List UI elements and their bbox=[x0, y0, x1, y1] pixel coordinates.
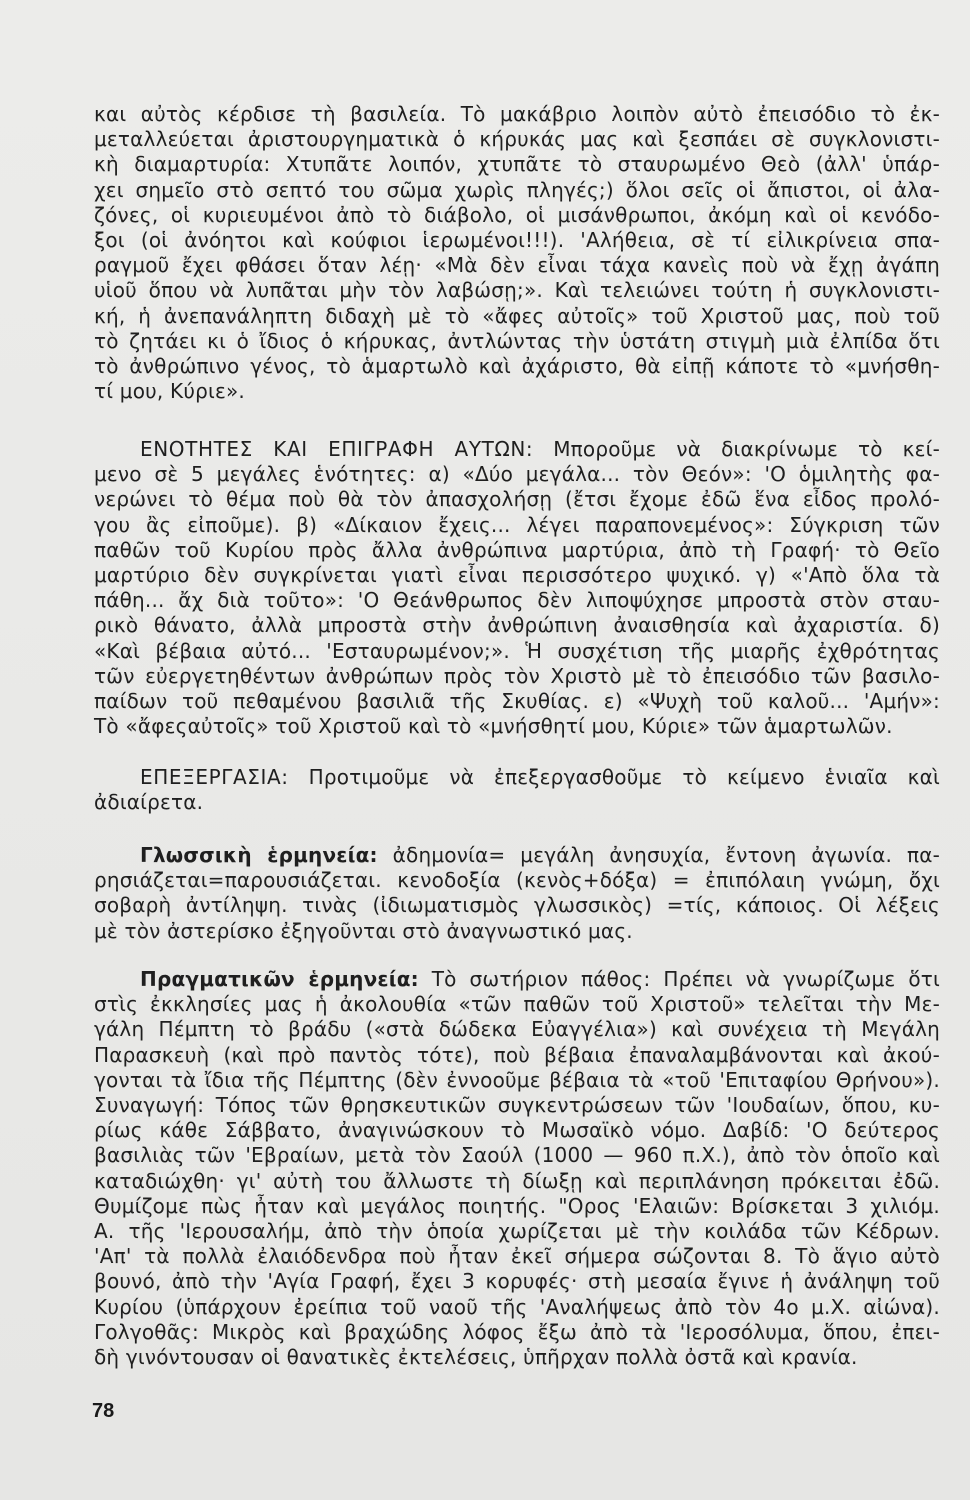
text-line: νερώνει τὸ θέμα ποὺ θὰ τὸν ἀπασχολήσῃ (ἔτσι ἔχομε ἐδῶ ἕνα εἶδος προλό- bbox=[94, 487, 940, 512]
text-line: Παρασκευὴ (καὶ πρὸ παντὸς τότε), ποὺ βέβαια ἐπαναλαμβάνονται καὶ ἀκού- bbox=[94, 1042, 940, 1067]
text-line: μὲ τὸν ἀστερίσκο ἐξηγοῦνται στὸ ἀναγνωστικό μας. bbox=[94, 918, 633, 943]
text-line: γονται τὰ ἴδια τῆς Πέμπτης (δὲν ἐννοοῦμε βέβαια τὰ «τοῦ 'Επιταφίου Θρήνου»). bbox=[94, 1067, 940, 1092]
text-line: τὸ ἀνθρώπινο γένος, τὸ ἁμαρτωλὸ καὶ ἀχάριστο, θὰ εἰπῇ κάποτε τὸ «μνήσθη- bbox=[94, 354, 940, 379]
text-line: ἀδιαίρετα. bbox=[94, 790, 204, 815]
text-line: ξοι (οἱ ἀνόητοι καὶ κούφιοι ἱερωμένοι!!!). 'Αλήθεια, σὲ τί εἰλικρίνεια σπα- bbox=[94, 228, 940, 253]
text-line: παθῶν τοῦ Κυρίου πρὸς ἄλλα ἀνθρώπινα μαρτύρια, ἀπὸ τὴ Γραφή· τὸ Θεῖο bbox=[94, 537, 940, 562]
text-line: μεταλλεύεται ἀριστουργηματικὰ ὁ κήρυκάς μας καὶ ξεσπάει σὲ συγκλονιστι- bbox=[94, 127, 940, 152]
text-line: στὶς ἐκκλησίες μας ἡ ἀκολουθία «τῶν παθῶν τοῦ Χριστοῦ» τελεῖται τὴν Με- bbox=[94, 992, 940, 1017]
section-heading: Πραγματικῶν ἑρμηνεία: bbox=[140, 967, 419, 991]
text-line: και αὐτὸς κέρδισε τὴ βασιλεία. Τὸ μακάβριο λοιπὸν αὐτὸ ἐπεισόδιο τὸ ἐκ- bbox=[94, 102, 940, 126]
section-first-line bbox=[94, 967, 940, 992]
text-line: κὴ διαμαρτυρία: Χτυπᾶτε λοιπόν, χτυπᾶτε τὸ σταυρωμένο Θεὸ (ἀλλ' ὑπάρ- bbox=[94, 152, 940, 177]
section-enotites bbox=[94, 437, 940, 739]
text-line: ρικὸ θάνατο, ἀλλὰ μπροστὰ στὴν ἀνθρώπινη ἀναισθησία καὶ ἀχαριστία. δ) bbox=[94, 613, 940, 638]
section-heading: Γλωσσικὴ ἑρμηνεία: bbox=[140, 843, 378, 867]
text-line: βουνό, ἀπὸ τὴν 'Αγία Γραφή, ἔχει 3 κορυφές· στὴ μεσαία ἔγινε ἡ ἀνάληψη τοῦ bbox=[94, 1269, 940, 1294]
text-line: ραγμοῦ ἔχει φθάσει ὅταν λέῃ· «Μὰ δὲν εἶναι τάχα κανεὶς ποὺ νὰ ἔχῃ ἀγάπη bbox=[94, 253, 940, 278]
text-line: 'Απ' τὰ πολλὰ ἐλαιόδενδρα ποὺ ἦταν ἐκεῖ σήμερα σώζονται 8. Τὸ ἅγιο αὐτὸ bbox=[94, 1244, 940, 1269]
section-first-line bbox=[94, 765, 940, 790]
intro-paragraph bbox=[94, 102, 940, 404]
section-pragmatikon bbox=[94, 967, 940, 1370]
text-line: μενο σὲ 5 μεγάλες ἑνότητες: α) «Δύο μεγάλα... τὸν Θεόν»: 'Ο ὁμιλητὴς φα- bbox=[94, 462, 940, 487]
text-line: μαρτύριο δὲν συγκρίνεται γιατὶ εἶναι περισσότερο ψυχικό. γ) «'Απὸ ὅλα τὰ bbox=[94, 563, 940, 588]
text-line: δὴ γινόντουσαν οἱ θανατικὲς ἐκτελέσεις, ὑπῆρχαν πολλὰ ὀστᾶ καὶ κρανία. bbox=[94, 1345, 858, 1370]
section-heading: ΕΝΟΤΗΤΕΣ ΚΑΙ ΕΠΙΓΡΑΦΗ ΑΥΤΩΝ: bbox=[140, 437, 534, 461]
text-run: Προτιμοῦμε νὰ ἐπεξεργασθοῦμε τὸ κείμενο ἑνιαῖα καὶ bbox=[288, 765, 940, 789]
text-line: Α. τῆς 'Ιερουσαλήμ, ἀπὸ τὴν ὁποία χωρίζεται μὲ τὴν κοιλάδα τῶν Κέδρων. bbox=[94, 1219, 940, 1244]
text-line: Κυρίου (ὑπάρχουν ἐρείπια τοῦ ναοῦ τῆς 'Αναλήψεως ἀπὸ τὸν 4ο μ.Χ. αἰώνα). bbox=[94, 1294, 940, 1319]
text-run: ἀδημονία= μεγάλη ἀνησυχία, ἔντονη ἀγωνία. πα- bbox=[377, 843, 940, 867]
text-line: τῶν εὐεργετηθέντων ἀνθρώπων πρὸς τὸν Χριστὸ μὲ τὸ ἐπεισόδιο τῶν βασιλο- bbox=[94, 663, 940, 688]
text-line: ρίως κάθε Σάββατο, ἀναγινώσκουν τὸ Μωσαϊκὸ νόμο. Δαβίδ: 'Ο δεύτερος bbox=[94, 1118, 940, 1143]
text-run: Τὸ σωτήριον πάθος: Πρέπει νὰ γνωρίζωμε ὅτι bbox=[418, 967, 940, 991]
section-first-line bbox=[94, 437, 940, 462]
text-line: γου ἂς εἰποῦμε). β) «Δίκαιον ἔχεις... λέγει παραπονεμένος»: Σύγκριση τῶν bbox=[94, 512, 940, 537]
text-line: ρησιάζεται=παρουσιάζεται. κενοδοξία (κενὸς+δόξα) = ἐπιπόλαιη γνώμη, ὄχι bbox=[94, 868, 940, 893]
page-number: 78 bbox=[92, 1400, 115, 1422]
text-line: παίδων τοῦ πεθαμένου βασιλιᾶ τῆς Σκυθίας. ε) «Ψυχὴ τοῦ καλοῦ... 'Αμήν»: bbox=[94, 689, 940, 714]
text-line: τὸ ζητάει κι ὁ ἴδιος ὁ κήρυκας, ἀντλώντας τὴν ὑστάτη στιγμὴ μιὰ ἐλπίδα ὅτι bbox=[94, 328, 940, 353]
section-epexergasia bbox=[94, 765, 940, 815]
text-run: Μποροῦμε νὰ διακρίνωμε τὸ κεί- bbox=[533, 437, 940, 461]
text-line: Γολγοθᾶς: Μικρὸς καὶ βραχώδης λόφος ἔξω ἀπὸ τὰ 'Ιεροσόλυμα, ὅπου, ἐπει- bbox=[94, 1319, 940, 1344]
section-heading: ΕΠΕΞΕΡΓΑΣΙΑ: bbox=[140, 765, 289, 789]
text-line: Τὸ «ἄφεςαὐτοῖς» τοῦ Χριστοῦ καὶ τὸ «μνήσθητί μου, Κύριε» τῶν ἁμαρτωλῶν. bbox=[94, 714, 893, 739]
text-line: τί μου, Κύριε». bbox=[94, 379, 245, 404]
text-line: σοβαρὴ ἀντίληψη. τινὰς (ἰδιωματισμὸς γλωσσικὸς) =τίς, κάποιος. Οἱ λέξεις bbox=[94, 893, 940, 918]
text-line: ζόνες, οἱ κυριευμένοι ἀπὸ τὸ διάβολο, οἱ μισάνθρωποι, ἀκόμη καὶ οἱ κενόδο- bbox=[94, 202, 940, 227]
text-line: βασιλιὰς τῶν 'Εβραίων, μετὰ τὸν Σαούλ (1000 — 960 π.Χ.), ἀπὸ τὸν ὁποῖο καὶ bbox=[94, 1143, 940, 1168]
text-line: υἱοῦ ὅπου νὰ λυπᾶται μὴν τὸν λαβώσῃ;». Καὶ τελειώνει τούτη ἡ συγκλονιστι- bbox=[94, 278, 940, 303]
text-line: γάλη Πέμπτη τὸ βράδυ («στὰ δώδεκα Εὐαγγέλια») καὶ συνέχεια τὴ Μεγάλη bbox=[94, 1017, 940, 1042]
text-line: χει σημεῖο στὸ σεπτό του σῶμα χωρὶς πληγές;) ὅλοι σεῖς οἱ ἄπιστοι, οἱ ἀλα- bbox=[94, 177, 940, 202]
text-line: πάθη... ἄχ διὰ τοῦτο»: 'Ο Θεάνθρωπος δὲν λιποψύχησε μπροστὰ στὸν σταυ- bbox=[94, 588, 940, 613]
section-glossiki bbox=[94, 843, 940, 944]
text-line: κή, ἡ ἀνεπανάληπτη διδαχὴ μὲ τὸ «ἄφες αὐτοῖς» τοῦ Χριστοῦ μας, ποὺ τοῦ bbox=[94, 303, 940, 328]
text-line: «Καὶ βέβαια αὐτό... 'Εσταυρωμένον;». Ἡ συσχέτιση τῆς μιαρῆς ἐχθρότητας bbox=[94, 638, 940, 663]
section-first-line bbox=[94, 843, 940, 868]
text-line: Θυμίζομε πὼς ἦταν καὶ μεγάλος ποιητής. "Ορος 'Ελαιῶν: Βρίσκεται 3 χιλιόμ. bbox=[94, 1193, 940, 1218]
text-line: Συναγωγή: Τόπος τῶν θρησκευτικῶν συγκεντρώσεων τῶν 'Ιουδαίων, ὅπου, κυ- bbox=[94, 1093, 940, 1118]
text-line: καταδιώχθη· γι' αὐτὴ του ἄλλωστε τὴ δίωξῃ καὶ περιπλάνηση πρόκειται ἐδῶ. bbox=[94, 1168, 940, 1193]
